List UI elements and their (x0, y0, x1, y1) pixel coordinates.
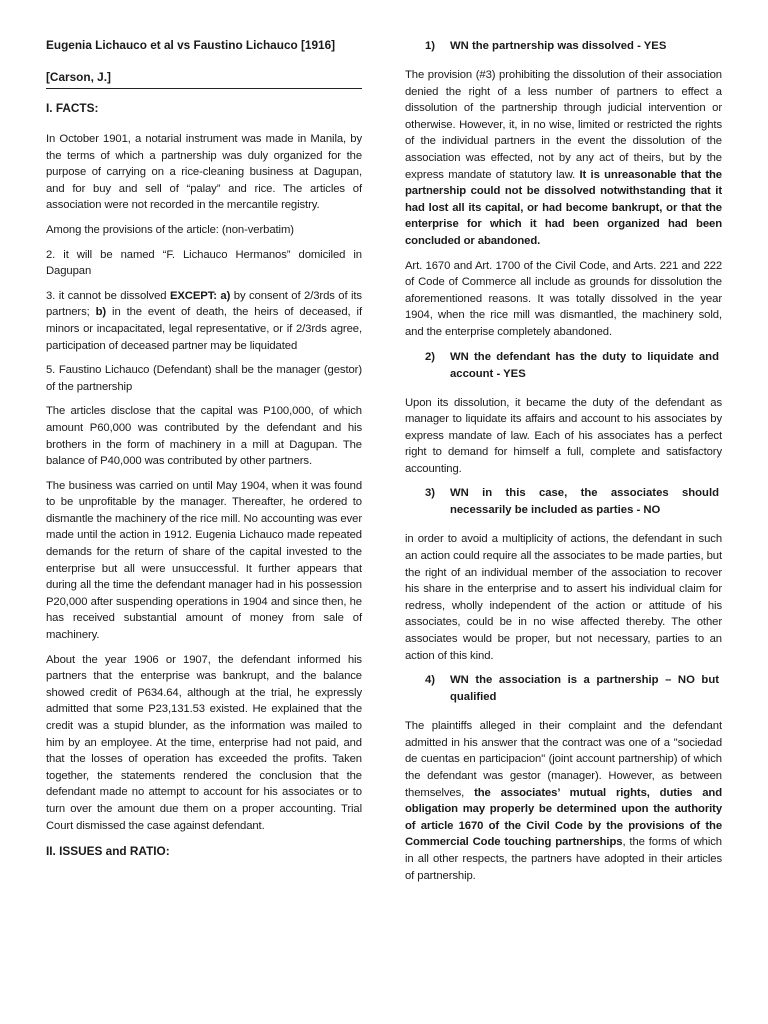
left-column (46, 38, 362, 858)
issue-1-number: 1) (425, 40, 436, 52)
issues-heading: II. ISSUES and RATIO: (46, 844, 170, 859)
ratio-1 (405, 67, 722, 250)
provision-3 (46, 288, 362, 354)
facts-heading: I. FACTS: (46, 101, 99, 115)
issue-2-number: 2) (425, 350, 436, 363)
issue-1 (405, 38, 722, 55)
issue-1-text: WN the partnership was dissolved - YES (450, 40, 667, 52)
issue-2 (405, 349, 722, 383)
provision-3-except: EXCEPT: a) (169, 289, 231, 302)
ratio-4-text-a: The plaintiffs alleged in their complaint and the defendant admitted in his answer that the contract was one of a "sociedad de cuentas en participacion" (joint account partnership) of which the defendant was gestor (manager). However, as between themselves, (405, 720, 722, 799)
issue-4-number: 4) (425, 674, 436, 687)
provision-5: 5. Faustino Lichauco (Defendant) shall be the manager (gestor) of the partnership (46, 364, 362, 393)
case-title: Eugenia Lichauco et al vs Faustino Lichauco [1916] (46, 38, 336, 52)
facts-paragraph-1: In October 1901, a notarial instrument was made in Manila, by the terms of which a partnership was duly organized for the purpose of carrying on a rice-cleaning business at Dagupan, and for buy and sell of “palay” and rice. The articles of association were not recorded in the mercantile registry. (46, 133, 362, 212)
ratio-2: Upon its dissolution, it became the duty of the defendant as manager to liquidate its affairs and account to his associates by express mandate of law. Each of his associates has a perfect right to demand for himself a full, complete and satisfactory accounting. (405, 396, 722, 475)
provision-3-part-a: 3. it cannot be dissolved (46, 289, 170, 302)
ratio-1-bold: It is unreasonable that the partnership could not be dissolved notwithstanding that it had lost all its capital, or had become bankrupt, or that the enterprise for which it had been organized had been concluded or abandoned. (405, 168, 722, 247)
ratio-4 (405, 718, 722, 884)
issue-3 (405, 485, 722, 519)
provision-2: 2. it will be named “F. Lichauco Hermanos” domiciled in Dagupan (46, 248, 362, 278)
issue-2-text: WN the defendant has the duty to liquidate and account - YES (450, 350, 719, 380)
facts-paragraph-capital: The articles disclose that the capital was P100,000, of which amount P60,000 was contributed by the defendant and his brothers in the form of machinery in a mill at Dagupan. The balance of P40,000 was contributed by other partners. (46, 405, 362, 468)
issue-3-text: WN in this case, the associates should necessarily be included as parties - NO (450, 487, 719, 517)
ratio-4-text-c: , the forms of which in all other respects, the partners have adopted in their articles of partnership. (405, 836, 722, 882)
provision-3-part-b: by consent of 2/3rds of its partners; (46, 289, 362, 319)
facts-paragraph-bankrupt: About the year 1906 or 1907, the defendant informed his partners that the enterprise was bankrupt, and the balance showed credit of P634.64, although at the trial, he expressly admitted that some P23,131.53 existed. He explained that the credit was a stupid blunder, as the information was mailed to him by an employee. At the time, enterprise had not paid, and that the losses of operation has exceeded the profits. Taken together, the statements rendered the conclusion that the defendant made no attempt to account for his associates or to turn over the amount due them on a proper accounting. Trial Court dismissed the case against defendant. (46, 653, 362, 832)
issue-4 (405, 672, 722, 706)
ponente: [Carson, J.] (46, 70, 362, 89)
provision-3-b-marker: b) (95, 306, 107, 319)
right-column (405, 38, 722, 892)
facts-paragraph-business: The business was carried on until May 1904, when it was found to be unprofitable by the manager. Thereafter, he ordered to dismantle the machinery of the rice mill. No accounting was ever made until the action in 1912. Eugenia Lichauco made repeated demands for the return of share of the capital invested to the enterprise but all were unsuccessful. It further appears that during all the time the defendant manager had in his possession P20,000 after suspending operations in 1904 and since then, he has received substantial amount of money from sale of machinery. (46, 479, 362, 642)
ratio-4-bold: the associates’ mutual rights, duties and obligation may properly be determined upon the authority of article 1670 of the Civil Code by the provisions of the Commercial Code touching partnerships (405, 786, 722, 849)
provision-3-part-c: in the event of death, the heirs of deceased, if minors or incapacitated, legal representative, or if 2/3rds agree, participation of deceased partner may be liquidated (46, 306, 362, 352)
issue-3-number: 3) (425, 487, 436, 500)
ratio-1-articles: Art. 1670 and Art. 1700 of the Civil Code, and Arts. 221 and 222 of Code of Commerce all include as grounds for dissolution the aforementioned reasons. It was totally dissolved in the year 1904, when the rice mill was dismantled, the machinery sold, and the enterprise completely abandoned. (405, 259, 722, 338)
issue-4-text: WN the association is a partnership – NO but qualified (450, 674, 719, 704)
ratio-3: in order to avoid a multiplicity of actions, the defendant in such an action could require all the associates to be made parties, but the right of an individual member of the association to recover his share in the enterprise and to assert his individual claim for redress, wholly independent of the action or attitude of his associates, could be in no wise affected thereby. The other associates would be proper, but not necessary, parties to an action of this kind. (405, 533, 722, 662)
ratio-1-text: The provision (#3) prohibiting the dissolution of their association denied the right of a less number of partners to effect a dissolution of the partnership through judicial intervention or otherwise. However, it, in no wise, limited or restricted the rights of the individual partners in the event the dissolution of the association was effected, not by any act of theirs, but by the express mandate of statutory law. (405, 69, 722, 181)
facts-paragraph-2: Among the provisions of the article: (non-verbatim) (46, 223, 294, 236)
